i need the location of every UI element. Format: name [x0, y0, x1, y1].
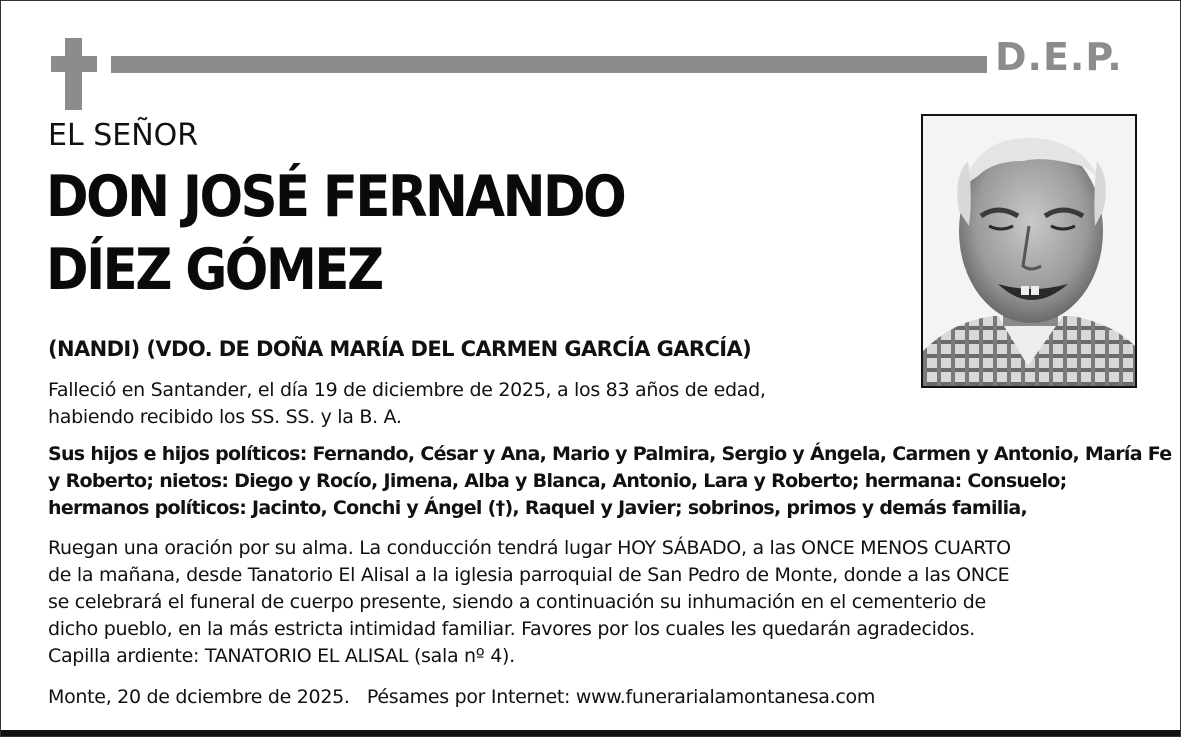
nickname-line: (NANDI) (VDO. DE DOÑA MARÍA DEL CARMEN GARCÍA GARCÍA) [48, 337, 752, 361]
arrangement-line: se celebrará el funeral de cuerpo presente, siendo a continuación su inhumación en el cementerio de [48, 591, 986, 613]
arrangement-line: Ruegan una oración por su alma. La conducción tendrá lugar HOY SÁBADO, a las ONCE MENOS CUARTO [48, 537, 1011, 559]
death-line: habiendo recibido los SS. SS. y la B. A. [48, 406, 402, 428]
header-rule [111, 56, 987, 73]
arrangement-line: dicho pueblo, en la más estricta intimidad familiar. Favores por los cuales les quedarán agradecidos. [48, 618, 975, 640]
family-line: hermanos políticos: Jacinto, Conchi y Ángel (†), Raquel y Javier; sobrinos, primos y demás familia, [48, 497, 1028, 519]
arrangement-line: de la mañana, desde Tanatorio El Alisal a la iglesia parroquial de San Pedro de Monte, donde a las ONCE [48, 564, 1010, 586]
bottom-border [1, 730, 1180, 736]
name-line-1: DON JOSÉ FERNANDO [46, 164, 625, 230]
death-line: Falleció en Santander, el día 19 de diciembre de 2025, a los 83 años de edad, [48, 379, 766, 401]
death-details [48, 377, 766, 431]
portrait-photo [921, 114, 1137, 388]
family-line: y Roberto; nietos: Diego y Rocío, Jimena, Alba y Blanca, Antonio, Lara y Roberto; hermana: Consuelo; [48, 470, 1067, 492]
footer-line: Monte, 20 de dciembre de 2025. Pésames por Internet: www.funerarialamontanesa.com [48, 686, 876, 708]
dep-label: D.E.P. [995, 35, 1123, 79]
family-list [48, 441, 1172, 522]
title-prefix: EL SEÑOR [48, 118, 199, 153]
name-line-2: DÍEZ GÓMEZ [46, 237, 382, 303]
deceased-name [46, 161, 624, 307]
funeral-arrangements [48, 535, 1148, 670]
cross-icon [51, 38, 97, 110]
arrangement-line: Capilla ardiente: TANATORIO EL ALISAL (sala nº 4). [48, 645, 515, 667]
family-line: Sus hijos e hijos políticos: Fernando, César y Ana, Mario y Palmira, Sergio y Ángela, Carmen y Antonio, María Fe [48, 443, 1172, 465]
